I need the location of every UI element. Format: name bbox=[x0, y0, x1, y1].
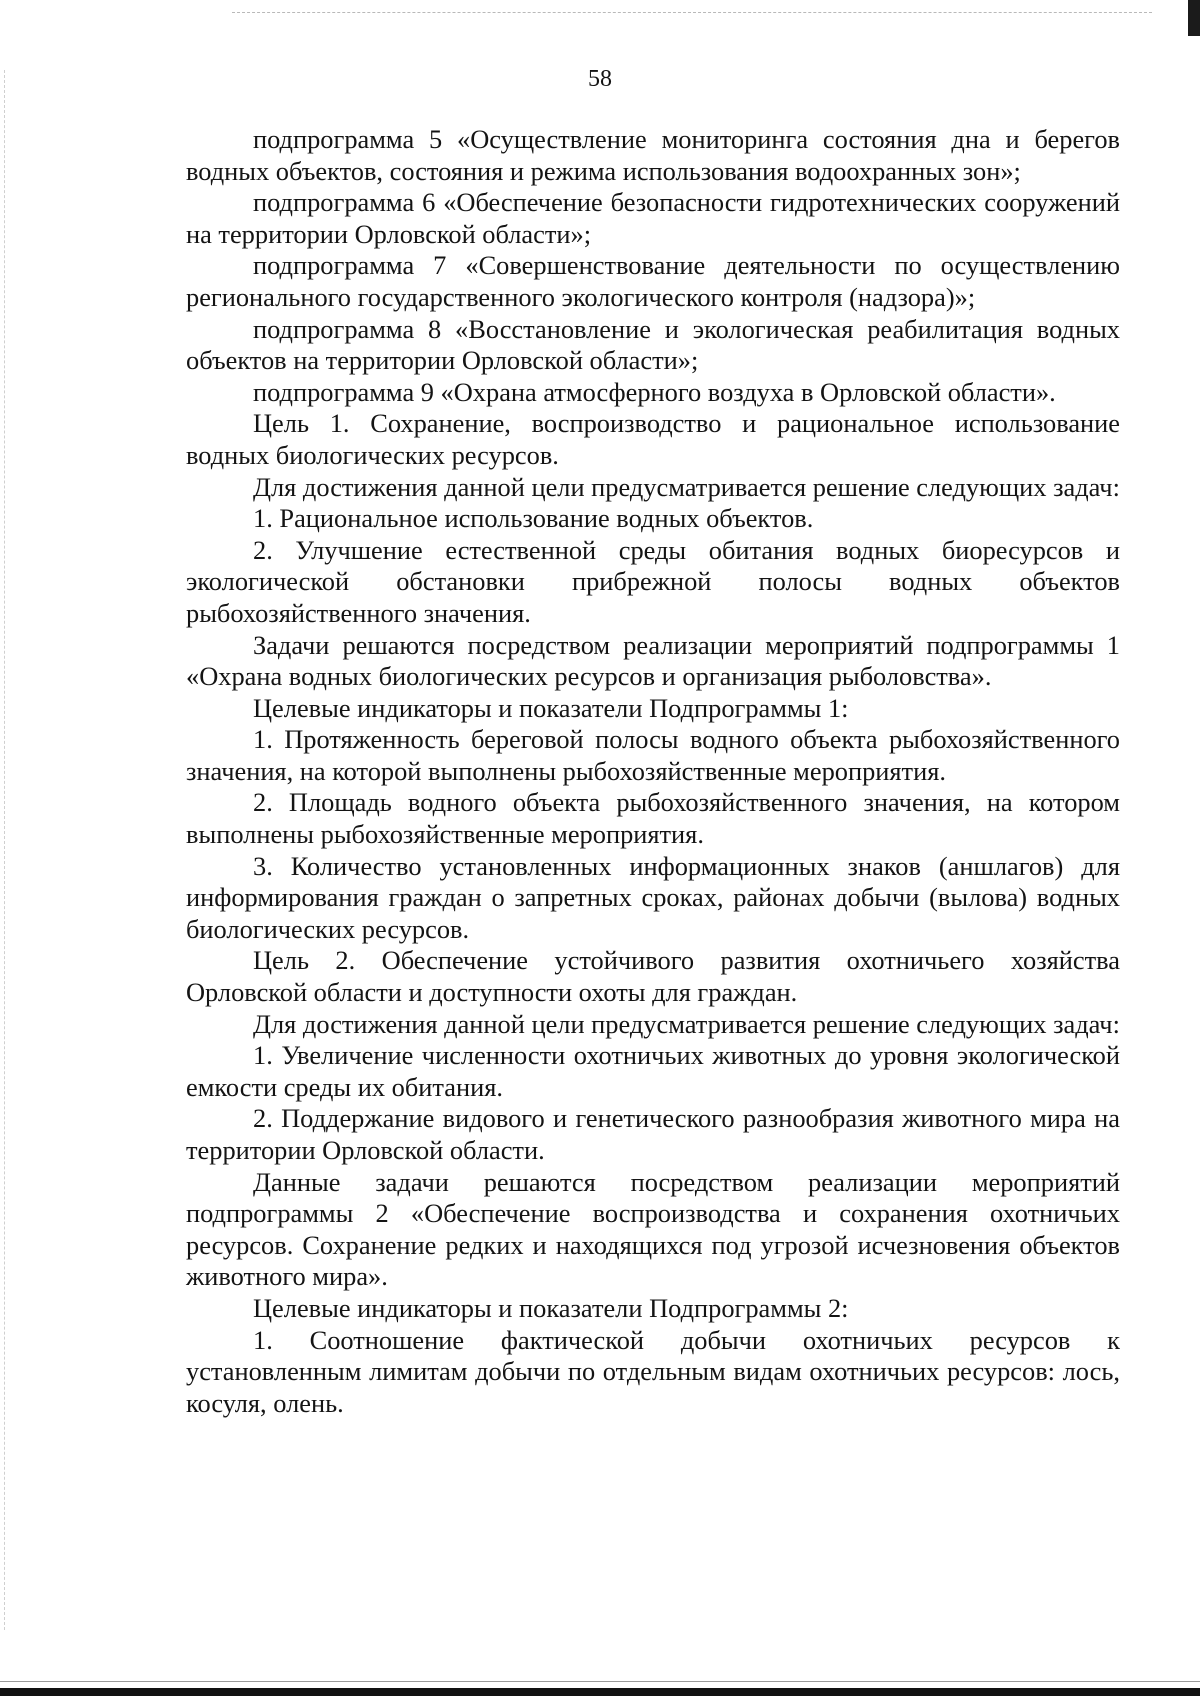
paragraph-indicator-1-3: 3. Количество установленных информационных знаков (аншлагов) для информирования граждан о запретных сроках, районах добычи (вылова) водных биологических ресурсов. bbox=[186, 850, 1120, 944]
page-number: 58 bbox=[588, 66, 612, 92]
paragraph-indicator-2-1: 1. Соотношение фактической добычи охотничьих ресурсов к установленным лимитам добычи по отдельным видам охотничьих ресурсов: лось, косуля, олень. bbox=[186, 1324, 1120, 1418]
scan-bottom-rule bbox=[0, 1681, 1200, 1682]
paragraph-task-2-2: 2. Поддержание видового и генетического разнообразия животного мира на территории Орловской области. bbox=[186, 1103, 1120, 1165]
paragraph-goal-1: Цель 1. Сохранение, воспроизводство и рациональное использование водных биологических ресурсов. bbox=[186, 408, 1120, 470]
scan-corner-mark bbox=[1188, 0, 1200, 36]
paragraph-tasks-solution-2: Данные задачи решаются посредством реализации мероприятий подпрограммы 2 «Обеспечение воспроизводства и сохранения охотничьих ресурсов. Сохранение редких и находящихся под угрозой исчезновения объектов животного мира». bbox=[186, 1166, 1120, 1292]
paragraph-subprogram-5: подпрограмма 5 «Осуществление мониторинга состояния дна и берегов водных объектов, состояния и режима использования водоохранных зон»; bbox=[186, 124, 1120, 186]
paragraph-subprogram-9: подпрограмма 9 «Охрана атмосферного воздуха в Орловской области». bbox=[253, 376, 1056, 407]
scan-top-rule bbox=[232, 12, 1152, 13]
paragraph-task-2-1: 1. Увеличение численности охотничьих животных до уровня экологической емкости среды их обитания. bbox=[186, 1040, 1120, 1102]
paragraph-task-1-2: 2. Улучшение естественной среды обитания водных биоресурсов и экологической обстановки прибрежной полосы водных объектов рыбохозяйственного значения. bbox=[186, 534, 1120, 628]
paragraph-indicators-heading-2: Целевые индикаторы и показатели Подпрограммы 2: bbox=[253, 1292, 849, 1323]
paragraph-subprogram-7: подпрограмма 7 «Совершенствование деятельности по осуществлению регионального государственного экологического контроля (надзора)»; bbox=[186, 250, 1120, 312]
paragraph-subprogram-8: подпрограмма 8 «Восстановление и экологическая реабилитация водных объектов на территории Орловской области»; bbox=[186, 313, 1120, 376]
document-body bbox=[186, 124, 1120, 1419]
paragraph-task-1-1: 1. Рациональное использование водных объектов. bbox=[253, 503, 814, 534]
paragraph-subprogram-6: подпрограмма 6 «Обеспечение безопасности гидротехнических сооружений на территории Орловской области»; bbox=[186, 187, 1120, 249]
paragraph-tasks-solution-1: Задачи решаются посредством реализации мероприятий подпрограммы 1 «Охрана водных биологических ресурсов и организация рыболовства». bbox=[186, 629, 1120, 692]
scan-left-edge bbox=[4, 70, 5, 1630]
paragraph-indicator-1-1: 1. Протяженность береговой полосы водного объекта рыбохозяйственного значения, на которой выполнены рыбохозяйственные мероприятия. bbox=[186, 724, 1120, 786]
paragraph-indicators-heading-1: Целевые индикаторы и показатели Подпрограммы 1: bbox=[253, 692, 849, 723]
paragraph-tasks-intro-1: Для достижения данной цели предусматривается решение следующих задач: bbox=[253, 471, 1120, 502]
paragraph-tasks-intro-2: Для достижения данной цели предусматривается решение следующих задач: bbox=[253, 1008, 1120, 1039]
paragraph-indicator-1-2: 2. Площадь водного объекта рыбохозяйственного значения, на котором выполнены рыбохозяйственные мероприятия. bbox=[186, 787, 1120, 850]
paragraph-goal-2: Цель 2. Обеспечение устойчивого развития охотничьего хозяйства Орловской области и доступности охоты для граждан. bbox=[186, 945, 1120, 1008]
scan-bottom-edge bbox=[0, 1688, 1200, 1696]
